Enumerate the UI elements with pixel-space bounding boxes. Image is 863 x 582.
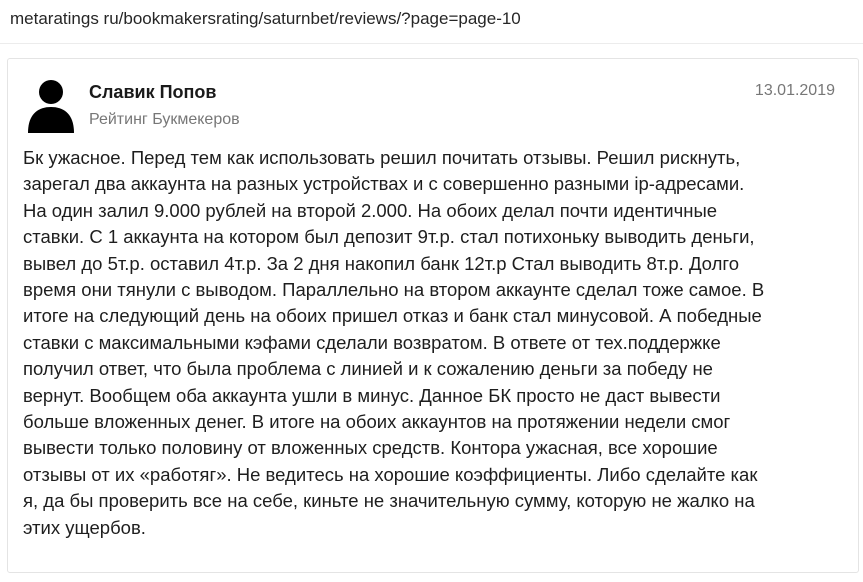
review-line: получил ответ, что была проблема с линией и к сожалению деньги за победу не <box>23 358 713 380</box>
author-subtitle: Рейтинг Букмекеров <box>89 111 240 128</box>
user-silhouette-icon <box>26 79 76 133</box>
review-line: ставки. С 1 аккаунта на котором был депозит 9т.р. стал потихоньку выводить деньги, <box>23 226 755 248</box>
url-text: metaratings ru/bookmakersrating/saturnbet/reviews/?page=page-10 <box>10 9 521 28</box>
review-line: вывел до 5т.р. оставил 4т.р. За 2 дня накопил банк 12т.р Стал выводить 8т.р. Долго <box>23 252 739 274</box>
review-line: вернут. Вообщем оба аккаунта ушли в минус. Данное БК просто не даст вывести <box>23 384 721 406</box>
review-line: итоге на следующий день на обоих пришел отказ и банк стал минусовой. А победные <box>23 305 762 327</box>
review-card <box>7 58 859 573</box>
review-line: На один залил 9.000 рублей на второй 2.000. На обоих делал почти идентичные <box>23 199 718 221</box>
review-line: больше вложенных денег. В итоге на обоих аккаунтов на протяжении недели смог <box>23 411 731 433</box>
review-line: этих ущербов. <box>23 516 146 538</box>
review-line: время они тянули с выводом. Параллельно на втором аккаунте сделал тоже самое. В <box>23 279 765 301</box>
review-line: зарегал два аккаунта на разных устройствах и с совершенно разными ip-адресами. <box>23 173 745 195</box>
address-bar[interactable] <box>0 0 863 44</box>
review-line: я, да бы проверить все на себе, киньте не значительную сумму, которую не жалко на <box>23 490 755 512</box>
review-line: отзывы от их «работяг». Не ведитесь на хорошие коэффициенты. Либо сделайте как <box>23 463 758 485</box>
review-line: Бк ужасное. Перед тем как использовать решил почитать отзывы. Решил рискнуть, <box>23 147 741 168</box>
review-text <box>23 145 835 541</box>
review-date: 13.01.2019 <box>754 82 835 99</box>
author-name[interactable]: Славик Попов <box>89 82 217 102</box>
review-line: ставки с максимальными кэфами сделали возвратом. В ответе от тех.поддержке <box>23 331 721 353</box>
review-line: вывести только половину от вложенных средств. Контора ужасная, все хорошие <box>23 437 718 459</box>
